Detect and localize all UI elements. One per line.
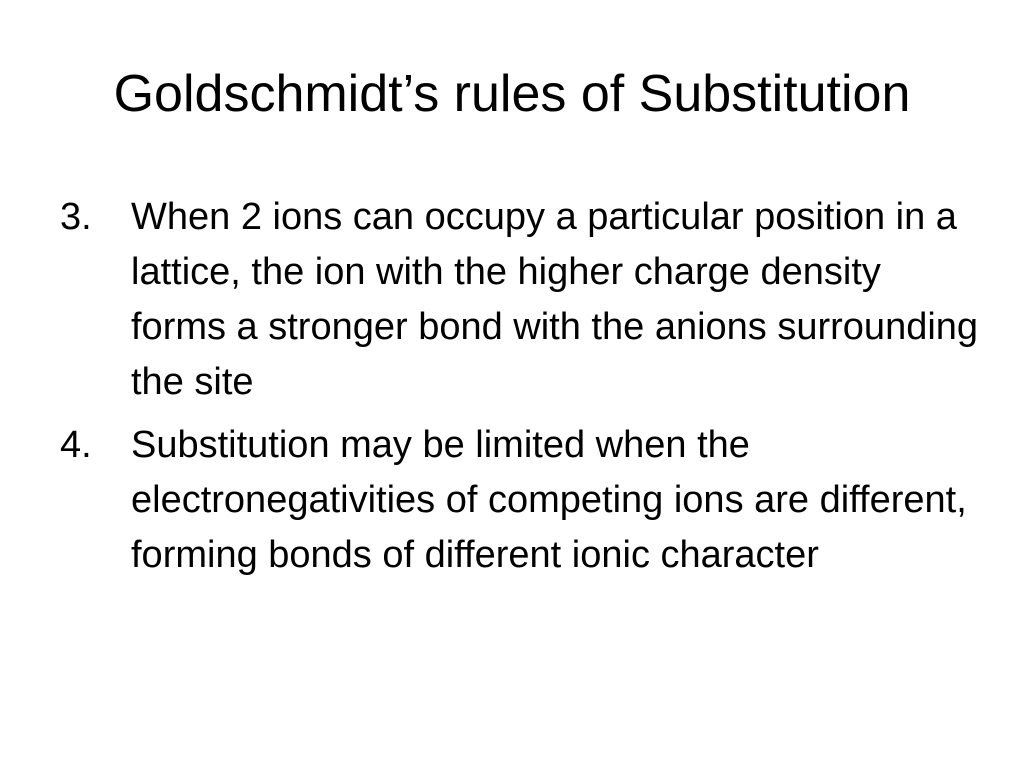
rule-item-3	[60, 190, 980, 410]
rule-text: When 2 ions can occupy a particular position in a lattice, the ion with the higher charge density forms a stronger bond with the anions surrounding the site	[131, 196, 979, 403]
slide-title: Goldschmidt’s rules of Substitution	[113, 65, 911, 123]
rules-list	[60, 190, 980, 591]
rule-number: 3.	[60, 196, 92, 238]
rule-text: Substitution may be limited when the electronegativities of competing ions are different, forming bonds of different ionic character	[131, 424, 967, 576]
rule-item-4	[60, 418, 980, 583]
rule-number: 4.	[60, 424, 92, 466]
